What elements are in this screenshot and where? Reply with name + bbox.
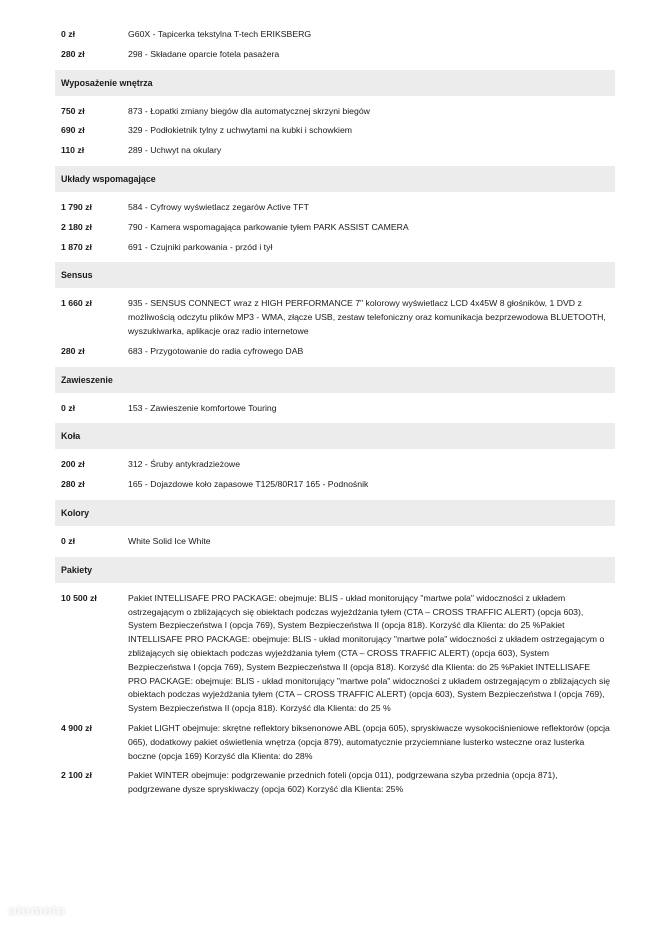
option-row (55, 221, 615, 235)
option-row (55, 201, 615, 215)
section-header: Pakiety (55, 557, 615, 583)
option-row (55, 28, 615, 42)
option-description: 289 - Uchwyt na okulary (128, 145, 222, 156)
watermark-logo: otomoto (8, 902, 66, 918)
option-description: 790 - Kamera wspomagająca parkowanie tyłem PARK ASSIST CAMERA (128, 221, 409, 232)
option-row (55, 592, 615, 716)
option-description: White Solid Ice White (128, 535, 211, 546)
section-header: Kolory (55, 500, 615, 526)
option-description: 873 - Łopatki zmiany biegów dla automatycznej skrzyni biegów (128, 105, 370, 116)
option-price: 0 zł (61, 402, 76, 413)
option-row (55, 345, 615, 359)
option-price: 280 zł (61, 48, 85, 59)
option-row (55, 722, 615, 763)
option-row (55, 769, 615, 797)
option-price: 1 870 zł (61, 241, 92, 252)
option-description: G60X - Tapicerka tekstylna T-tech ERIKSBERG (128, 29, 312, 39)
option-price: 280 zł (61, 345, 85, 356)
option-row (55, 144, 615, 158)
option-price: 200 zł (61, 459, 85, 470)
option-price: 2 180 zł (61, 221, 92, 232)
option-description: 312 - Śruby antykradzieżowe (128, 459, 241, 470)
option-price: 0 zł (61, 535, 76, 546)
section-header: Wyposażenie wnętrza (55, 70, 615, 96)
option-row (55, 458, 615, 472)
section-header: Układy wspomagające (55, 166, 615, 192)
option-price: 1 660 zł (61, 298, 92, 309)
option-description: 935 - SENSUS CONNECT wraz z HIGH PERFORMANCE 7" kolorowy wyświetlacz LCD 4x45W 8 głośników, 1 DVD z możliwością odczytu plików MP3 - WMA, złącze USB, zestaw telefoniczny oraz komunikacja bezprzewodowa BLUETOOTH, wyszukiwarka, aplikacje oraz radio internetowe (128, 298, 606, 336)
option-description: 153 - Zawieszenie komfortowe Touring (128, 402, 277, 413)
option-row (55, 297, 615, 338)
option-description: Pakiet LIGHT obejmuje: skrętne reflektory biksenonowe ABL (opcja 605), spryskiwacze wysokociśnieniowe reflektorów (opcja 065), dodatkowy pakiet oświetlenia wnętrza (opcja 879), automatycznie przyciemniane lusterko wsteczne oraz lusterka boczne (opcja 169) Korzyść dla Klienta: do 28% (128, 722, 610, 761)
option-description: 298 - Składane oparcie fotela pasażera (128, 48, 280, 59)
option-price: 2 100 zł (61, 770, 92, 781)
option-row (55, 48, 615, 62)
option-row (55, 535, 615, 549)
option-description: 691 - Czujniki parkowania - przód i tył (128, 241, 273, 252)
section-header: Zawieszenie (55, 367, 615, 393)
option-price: 690 zł (61, 125, 85, 136)
option-price: 0 zł (61, 29, 76, 39)
option-row (55, 478, 615, 492)
option-price: 280 zł (61, 479, 85, 490)
option-price: 1 790 zł (61, 201, 92, 212)
option-description: Pakiet INTELLISAFE PRO PACKAGE: obejmuje: BLIS - układ monitorujący "martwe pola" widoczności z układem ostrzegającym o zbliżających się obiektach podczas wyjeżdżania tyłem (CTA – CROSS TRAFFIC ALERT) (opcja 603), System Bezpieczeństwa I (opcja 769), System Bezpieczeństwa II (opcja 818). Korzyść dla Klienta: do 25 %Pakiet INTELLISAFE PRO PACKAGE: obejmuje: BLIS - układ monitorujący "martwe pola" widoczności z układem ostrzegającym o zbliżających się obiektach podczas wyjeżdżania tyłem (CTA – CROSS TRAFFIC ALERT) (opcja 603), System Bezpieczeństwa I (opcja 769), System Bezpieczeństwa II (opcja 818). Korzyść dla Klienta: do 25 %Pakiet INTELLISAFE PRO PACKAGE: obejmuje: BLIS - układ monitorujący "martwe pola" widoczności z układem ostrzegającym o zbliżających się obiektach podczas wyjeżdżania tyłem (CTA – CROSS TRAFFIC ALERT) (opcja 603), System Bezpieczeństwa I (opcja 769), System Bezpieczeństwa II (opcja 818). Korzyść dla Klienta: do 25 % (128, 592, 611, 714)
option-price: 750 zł (61, 105, 85, 116)
option-price: 110 zł (61, 145, 85, 156)
option-description: 165 - Dojazdowe koło zapasowe T125/80R17 165 - Podnośnik (128, 479, 369, 490)
section-header: Sensus (55, 262, 615, 288)
option-row (55, 105, 615, 119)
option-row (55, 241, 615, 255)
option-description: Pakiet WINTER obejmuje: podgrzewanie przednich foteli (opcja 011), podgrzewana szyba przednia (opcja 871), podgrzewane dysze spryskiwaczy (opcja 602) Korzyść dla Klienta: 25% (128, 770, 558, 795)
option-description: 584 - Cyfrowy wyświetlacz zegarów Active TFT (128, 201, 309, 212)
option-description: 329 - Podłokietnik tylny z uchwytami na kubki i schowkiem (128, 125, 353, 136)
option-row (55, 402, 615, 416)
option-price: 4 900 zł (61, 722, 92, 733)
options-price-list (55, 28, 615, 797)
section-header: Koła (55, 423, 615, 449)
option-row (55, 124, 615, 138)
option-description: 683 - Przygotowanie do radia cyfrowego DAB (128, 345, 304, 356)
option-price: 10 500 zł (61, 592, 97, 603)
